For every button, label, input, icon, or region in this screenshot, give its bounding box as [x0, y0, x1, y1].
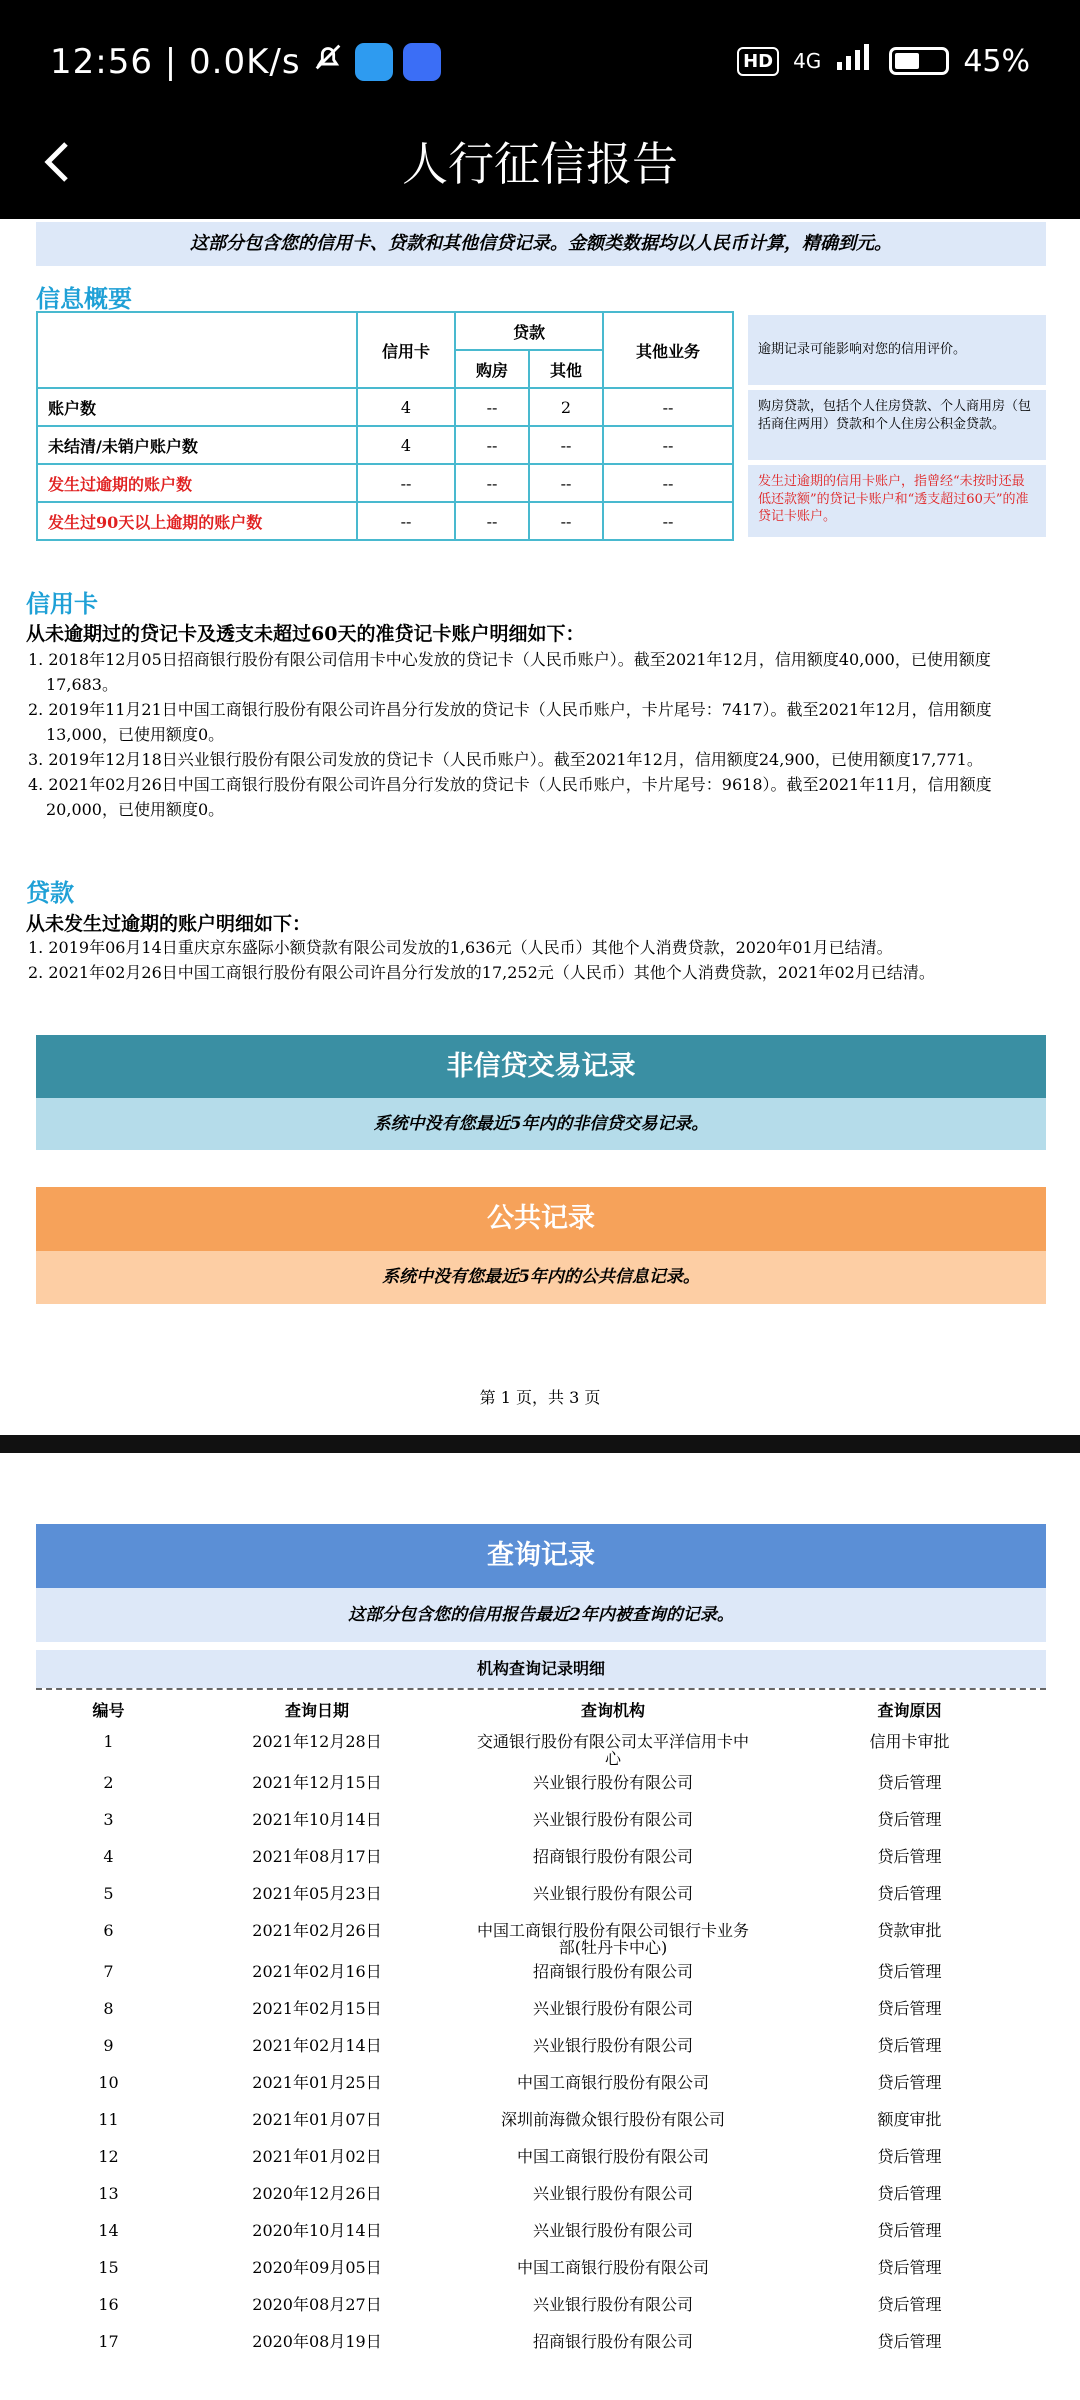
header-credit-card: 信用卡 — [357, 312, 455, 388]
page-title: 人行征信报告 — [402, 137, 678, 191]
query-reason: 贷后管理 — [877, 1773, 942, 1792]
header-other-business: 其他业务 — [603, 312, 733, 388]
table-row — [37, 388, 733, 426]
nav-bar — [0, 124, 1080, 219]
page-number: 第 1 页，共 3 页 — [479, 1388, 601, 1407]
query-date: 2021年01月07日 — [252, 2110, 382, 2129]
query-institution: 兴业银行股份有限公司 — [532, 2036, 693, 2055]
table-row — [36, 1726, 1046, 1767]
table-row — [37, 502, 733, 540]
query-number: 12 — [98, 2147, 119, 2166]
non-credit-text: 系统中没有您最近5年内的非信贷交易记录。 — [36, 1098, 1046, 1150]
query-institution: 中国工商银行股份有限公司银行卡业务部(牡丹卡中心) — [476, 1921, 749, 1957]
row-label: 未结清/未销户账户数 — [37, 426, 357, 464]
table-row — [37, 426, 733, 464]
query-reason: 额度审批 — [877, 2110, 942, 2129]
note-overdue-card: 发生过逾期的信用卡账户，指曾经“未按时还最低还款额”的贷记卡账户和“透支超过60天”的准贷记卡账户。 — [748, 465, 1046, 537]
query-number: 13 — [98, 2184, 119, 2203]
query-table — [36, 1692, 1046, 2363]
loan-title: 贷款 — [26, 879, 74, 907]
header-loan: 贷款 — [455, 312, 603, 350]
query-number: 11 — [98, 2110, 119, 2129]
query-number: 16 — [98, 2295, 119, 2314]
query-institution: 兴业银行股份有限公司 — [532, 1773, 693, 1792]
cell: 4 — [357, 426, 455, 464]
table-row — [36, 1915, 1046, 1956]
query-reason: 贷后管理 — [877, 2258, 942, 2277]
query-institution: 中国工商银行股份有限公司 — [516, 2147, 709, 2166]
loan-list — [28, 935, 1054, 985]
query-reason: 贷后管理 — [877, 2295, 942, 2314]
query-rows — [36, 1726, 1046, 2363]
query-reason: 贷后管理 — [877, 2332, 942, 2351]
list-item: 1. 2019年06月14日重庆京东盛际小额贷款有限公司发放的1,636元（人民币）其他个人消费贷款，2020年01月已结清。 — [28, 938, 893, 957]
query-reason: 贷后管理 — [877, 2147, 942, 2166]
query-date: 2021年12月15日 — [252, 1773, 382, 1792]
table-row — [37, 464, 733, 502]
query-number: 17 — [98, 2332, 119, 2351]
query-date: 2020年12月26日 — [252, 2184, 382, 2203]
cell: -- — [455, 464, 529, 502]
query-institution: 兴业银行股份有限公司 — [532, 1884, 693, 1903]
status-bar — [0, 0, 1080, 124]
credit-card-list — [28, 647, 1054, 822]
query-institution: 招商银行股份有限公司 — [532, 1962, 693, 1981]
table-row — [36, 1956, 1046, 1993]
query-number: 7 — [103, 1962, 114, 1981]
table-row — [36, 1804, 1046, 1841]
query-institution: 招商银行股份有限公司 — [532, 2332, 693, 2351]
query-number: 15 — [98, 2258, 119, 2277]
page-divider — [0, 1435, 1080, 1453]
table-row — [36, 1841, 1046, 1878]
header-other: 其他 — [529, 350, 603, 388]
query-reason: 贷后管理 — [877, 1999, 942, 2018]
query-date: 2021年05月23日 — [252, 1884, 382, 1903]
cell: -- — [529, 502, 603, 540]
query-number: 5 — [103, 1884, 114, 1903]
query-date: 2021年08月17日 — [252, 1847, 382, 1866]
intro-band: 这部分包含您的信用卡、贷款和其他信贷记录。金额类数据均以人民币计算，精确到元。 — [36, 222, 1046, 266]
table-row — [36, 2141, 1046, 2178]
cell: -- — [603, 464, 733, 502]
col-number: 编号 — [92, 1700, 125, 1720]
cell: -- — [603, 388, 733, 426]
hd-badge: HD — [737, 47, 779, 76]
credit-card-heading: 从未逾期过的贷记卡及透支未超过60天的准贷记卡账户明细如下： — [26, 623, 585, 645]
baidu-icon — [403, 43, 441, 81]
query-date: 2021年01月02日 — [252, 2147, 382, 2166]
table-row — [36, 2067, 1046, 2104]
cell: 2 — [529, 388, 603, 426]
query-number: 9 — [103, 2036, 114, 2055]
list-item: 3. 2019年12月18日兴业银行股份有限公司发放的贷记卡（人民币账户）。截至2021年12月，信用额度24,900，已使用额度17,771。 — [28, 750, 983, 769]
signal-icon — [835, 42, 875, 80]
query-number: 14 — [98, 2221, 119, 2240]
query-number: 3 — [103, 1810, 114, 1829]
col-date: 查询日期 — [284, 1700, 349, 1720]
query-number: 8 — [103, 1999, 114, 2018]
app-header — [0, 0, 1080, 219]
table-row — [36, 2104, 1046, 2141]
mute-icon — [311, 40, 345, 83]
cell: 4 — [357, 388, 455, 426]
table-row — [36, 2215, 1046, 2252]
cell: -- — [529, 426, 603, 464]
status-time: 12:56 | 0.0K/s — [50, 41, 301, 82]
query-institution: 兴业银行股份有限公司 — [532, 1810, 693, 1829]
cell: -- — [529, 464, 603, 502]
loan-heading: 从未发生过逾期的账户明细如下： — [26, 913, 312, 935]
query-divider — [36, 1688, 1046, 1690]
query-number: 10 — [98, 2073, 119, 2092]
query-date: 2020年09月05日 — [252, 2258, 382, 2277]
query-date: 2020年08月19日 — [252, 2332, 382, 2351]
query-date: 2021年12月28日 — [252, 1732, 382, 1751]
query-institution: 兴业银行股份有限公司 — [532, 2295, 693, 2314]
query-date: 2020年08月27日 — [252, 2295, 382, 2314]
query-institution: 中国工商银行股份有限公司 — [516, 2073, 709, 2092]
cell: -- — [357, 502, 455, 540]
cell: -- — [603, 502, 733, 540]
query-reason: 贷后管理 — [877, 1962, 942, 1981]
query-number: 6 — [103, 1921, 114, 1940]
battery-percent: 45% — [963, 43, 1030, 79]
public-record-title: 公共记录 — [36, 1187, 1046, 1251]
query-number: 2 — [103, 1773, 114, 1792]
query-institution: 兴业银行股份有限公司 — [532, 1999, 693, 2018]
query-institution: 招商银行股份有限公司 — [532, 1847, 693, 1866]
note-housing: 购房贷款，包括个人住房贷款、个人商用房（包括商住两用）贷款和个人住房公积金贷款。 — [748, 390, 1046, 460]
query-reason: 贷后管理 — [877, 2073, 942, 2092]
query-reason: 贷后管理 — [877, 1884, 942, 1903]
overview-title: 信息概要 — [36, 285, 132, 313]
query-date: 2021年02月14日 — [252, 2036, 382, 2055]
query-institution: 深圳前海微众银行股份有限公司 — [500, 2110, 725, 2129]
header-housing: 购房 — [455, 350, 529, 388]
query-subtitle: 机构查询记录明细 — [36, 1650, 1046, 1688]
cell: -- — [455, 426, 529, 464]
query-institution: 中国工商银行股份有限公司 — [516, 2258, 709, 2277]
list-item: 2. 2021年02月26日中国工商银行股份有限公司许昌分行发放的17,252元（人民币）其他个人消费贷款，2021年02月已结清。 — [28, 963, 935, 982]
list-item: 1. 2018年12月05日招商银行股份有限公司信用卡中心发放的贷记卡（人民币账户）。截至2021年12月，信用额度40,000，已使用额度17,683。 — [28, 650, 991, 694]
cell: -- — [357, 464, 455, 502]
table-row — [36, 2326, 1046, 2363]
query-reason: 信用卡审批 — [869, 1732, 950, 1751]
network-label: 4G — [793, 49, 822, 73]
list-item: 4. 2021年02月26日中国工商银行股份有限公司许昌分行发放的贷记卡（人民币账户，卡片尾号：9618）。截至2021年11月，信用额度20,000，已使用额度0。 — [28, 775, 992, 819]
query-institution: 兴业银行股份有限公司 — [532, 2221, 693, 2240]
query-date: 2021年01月25日 — [252, 2073, 382, 2092]
query-reason: 贷后管理 — [877, 2184, 942, 2203]
table-row — [36, 2252, 1046, 2289]
query-reason: 贷后管理 — [877, 2036, 942, 2055]
credit-card-title: 信用卡 — [26, 590, 98, 618]
query-reason: 贷后管理 — [877, 1847, 942, 1866]
row-label: 账户数 — [37, 388, 357, 426]
row-label: 发生过逾期的账户数 — [37, 464, 357, 502]
query-intro: 这部分包含您的信用报告最近2年内被查询的记录。 — [36, 1588, 1046, 1642]
table-row — [36, 1767, 1046, 1804]
table-row — [36, 1878, 1046, 1915]
query-title: 查询记录 — [36, 1524, 1046, 1588]
cell: -- — [455, 502, 529, 540]
row-label: 发生过90天以上逾期的账户数 — [37, 502, 357, 540]
query-date: 2020年10月14日 — [252, 2221, 382, 2240]
battery-icon — [889, 47, 949, 75]
query-reason: 贷后管理 — [877, 2221, 942, 2240]
col-reason: 查询原因 — [877, 1700, 942, 1720]
public-record-text: 系统中没有您最近5年内的公共信息记录。 — [36, 1251, 1046, 1304]
overview-table — [36, 311, 734, 541]
query-number: 1 — [103, 1732, 114, 1751]
query-date: 2021年02月16日 — [252, 1962, 382, 1981]
query-date: 2021年10月14日 — [252, 1810, 382, 1829]
query-reason: 贷款审批 — [877, 1921, 942, 1940]
list-item: 2. 2019年11月21日中国工商银行股份有限公司许昌分行发放的贷记卡（人民币账户，卡片尾号：7417）。截至2021年12月，信用额度13,000，已使用额度0。 — [28, 700, 992, 744]
table-row — [36, 1993, 1046, 2030]
non-credit-title: 非信贷交易记录 — [36, 1035, 1046, 1098]
table-row — [36, 2289, 1046, 2326]
note-overdue: 逾期记录可能影响对您的信用评价。 — [748, 315, 1046, 385]
query-institution: 交通银行股份有限公司太平洋信用卡中心 — [476, 1732, 749, 1768]
table-row — [36, 2030, 1046, 2067]
query-number: 4 — [103, 1847, 114, 1866]
app-notification-icon — [355, 43, 393, 81]
query-date: 2021年02月15日 — [252, 1999, 382, 2018]
query-reason: 贷后管理 — [877, 1810, 942, 1829]
header-blank — [37, 312, 357, 388]
query-date: 2021年02月26日 — [252, 1921, 382, 1940]
table-row — [36, 2178, 1046, 2215]
cell: -- — [603, 426, 733, 464]
col-institution: 查询机构 — [580, 1700, 645, 1720]
query-institution: 兴业银行股份有限公司 — [532, 2184, 693, 2203]
cell: -- — [455, 388, 529, 426]
